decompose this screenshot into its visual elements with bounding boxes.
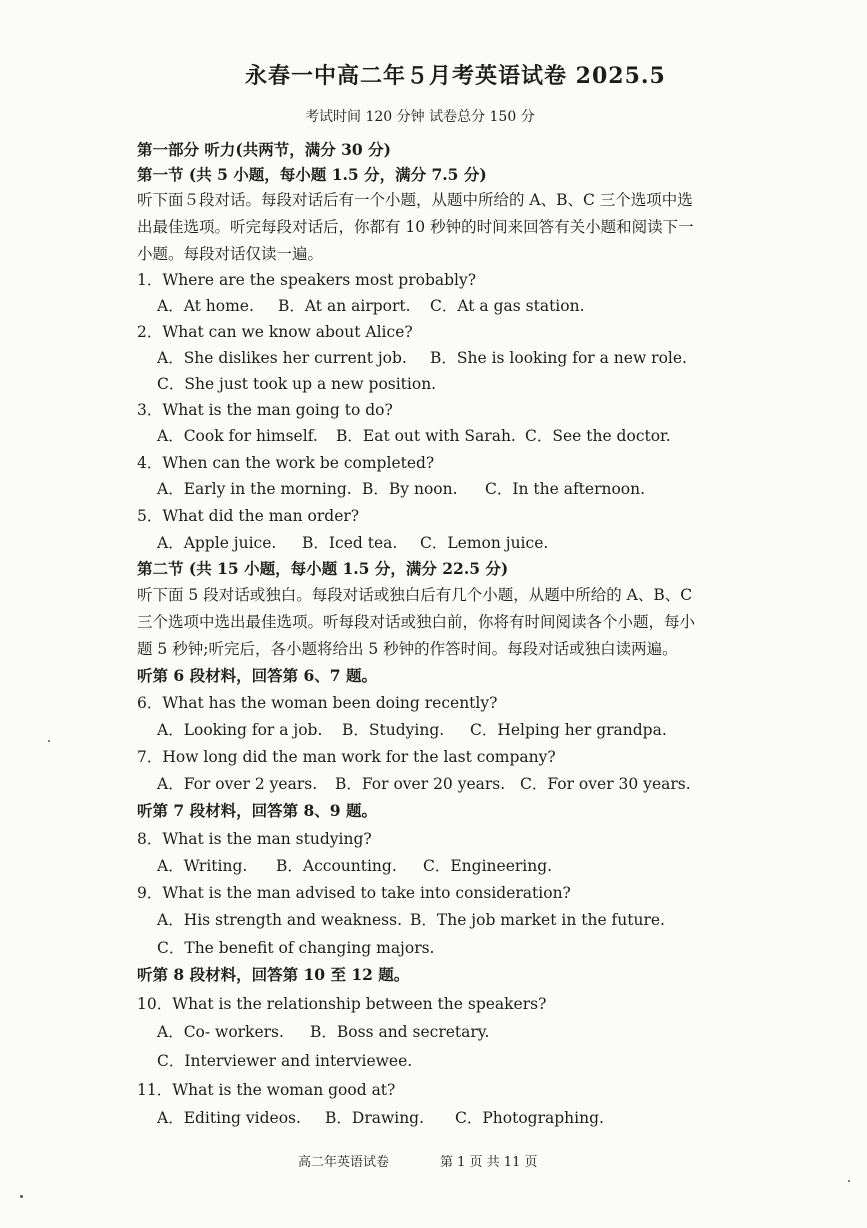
question-10: 10．What is the relationship between the speakers? (137, 995, 547, 1013)
section1-instruction-line: 小题。每段对话仅读一遍。 (137, 245, 324, 263)
question-5-option-a: A．Apple juice. (157, 534, 277, 552)
question-3: 3．What is the man going to do? (137, 401, 393, 419)
question-7: 7．How long did the man work for the last company? (137, 748, 556, 766)
question-6-option-b: B．Studying. (342, 721, 445, 739)
part1-heading: 第一部分 听力(共两节，满分 30 分) (137, 140, 391, 159)
question-1-option-b: B．At an airport. (278, 297, 411, 315)
question-1: 1．Where are the speakers most probably? (137, 271, 477, 289)
question-4-option-c: C．In the afternoon. (485, 480, 646, 498)
question-7-option-b: B．For over 20 years. (335, 775, 506, 793)
question-2-option-b: B．She is looking for a new role. (430, 349, 687, 367)
section2-heading: 第二节 (共 15 小题，每小题 1.5 分，满分 22.5 分) (137, 559, 509, 578)
question-7-option-c: C．For over 30 years. (520, 775, 691, 793)
question-5-option-c: C．Lemon juice. (420, 534, 549, 552)
page-title: 永春一中高二年５月考英语试卷 2025.5 (245, 63, 666, 89)
question-1-option-a: A．At home. (157, 297, 254, 315)
question-8-option-a: A．Writing. (157, 857, 248, 875)
question-11-option-b: B．Drawing. (325, 1109, 425, 1127)
question-2-option-c: C．She just took up a new position. (157, 375, 437, 393)
question-8-option-c: C．Engineering. (423, 857, 553, 875)
scan-speck (48, 740, 50, 742)
scan-speck (20, 1195, 23, 1198)
question-9-option-b: B．The job market in the future. (410, 911, 665, 929)
question-8: 8．What is the man studying? (137, 830, 372, 848)
question-3-option-c: C．See the doctor. (525, 427, 671, 445)
question-6-option-c: C．Helping her grandpa. (470, 721, 667, 739)
footer-page-number: 第 1 页 共 11 页 (440, 1155, 538, 1170)
question-4-option-b: B．By noon. (362, 480, 458, 498)
question-5: 5．What did the man order? (137, 507, 360, 525)
question-2: 2．What can we know about Alice? (137, 323, 413, 341)
question-9: 9．What is the man advised to take into consideration? (137, 884, 571, 902)
question-10-option-b: B．Boss and secretary. (310, 1023, 490, 1041)
question-4-option-a: A．Early in the morning. (157, 480, 352, 498)
scan-speck (848, 1180, 850, 1182)
question-11-option-c: C．Photographing. (455, 1109, 604, 1127)
section1-heading: 第一节 (共 5 小题，每小题 1.5 分，满分 7.5 分) (137, 165, 487, 184)
material-8-heading: 听第 8 段材料，回答第 10 至 12 题。 (137, 965, 410, 984)
question-4: 4．When can the work be completed? (137, 454, 435, 472)
material-7-heading: 听第 7 段材料，回答第 8、9 题。 (137, 801, 377, 820)
question-3-option-b: B．Eat out with Sarah. (336, 427, 516, 445)
question-1-option-c: C．At a gas station. (430, 297, 585, 315)
exam-info: 考试时间 120 分钟 试卷总分 150 分 (305, 109, 535, 125)
question-5-option-b: B．Iced tea. (302, 534, 398, 552)
question-9-option-c: C．The benefit of changing majors. (157, 939, 435, 957)
question-9-option-a: A．His strength and weakness. (157, 911, 402, 929)
footer-exam-name: 高二年英语试卷 (298, 1155, 390, 1170)
question-7-option-a: A．For over 2 years. (157, 775, 318, 793)
question-8-option-b: B．Accounting. (276, 857, 397, 875)
question-6: 6．What has the woman been doing recently? (137, 694, 498, 712)
material-6-heading: 听第 6 段材料，回答第 6、7 题。 (137, 666, 377, 685)
question-11: 11．What is the woman good at? (137, 1081, 396, 1099)
question-10-option-c: C．Interviewer and interviewee. (157, 1052, 413, 1070)
section1-instruction-line: 出最佳选项。听完每段对话后，你都有 10 秒钟的时间来回答有关小题和阅读下一 (137, 218, 694, 236)
question-3-option-a: A．Cook for himself. (157, 427, 318, 445)
section1-instruction-line: 听下面５段对话。每段对话后有一个小题，从题中所给的 A、B、C 三个选项中选 (137, 191, 693, 209)
question-6-option-a: A．Looking for a job. (157, 721, 323, 739)
section2-instruction-line: 听下面 5 段对话或独白。每段对话或独白后有几个小题，从题中所给的 A、B、C (137, 586, 693, 604)
section2-instruction-line: 题 5 秒钟;听完后，各小题将给出 5 秒钟的作答时间。每段对话或独白读两遍。 (137, 640, 678, 658)
section2-instruction-line: 三个选项中选出最佳选项。听每段对话或独白前，你将有时间阅读各个小题，每小 (137, 613, 696, 631)
question-10-option-a: A．Co- workers. (157, 1023, 284, 1041)
question-2-option-a: A．She dislikes her current job. (157, 349, 407, 367)
question-11-option-a: A．Editing videos. (157, 1109, 301, 1127)
